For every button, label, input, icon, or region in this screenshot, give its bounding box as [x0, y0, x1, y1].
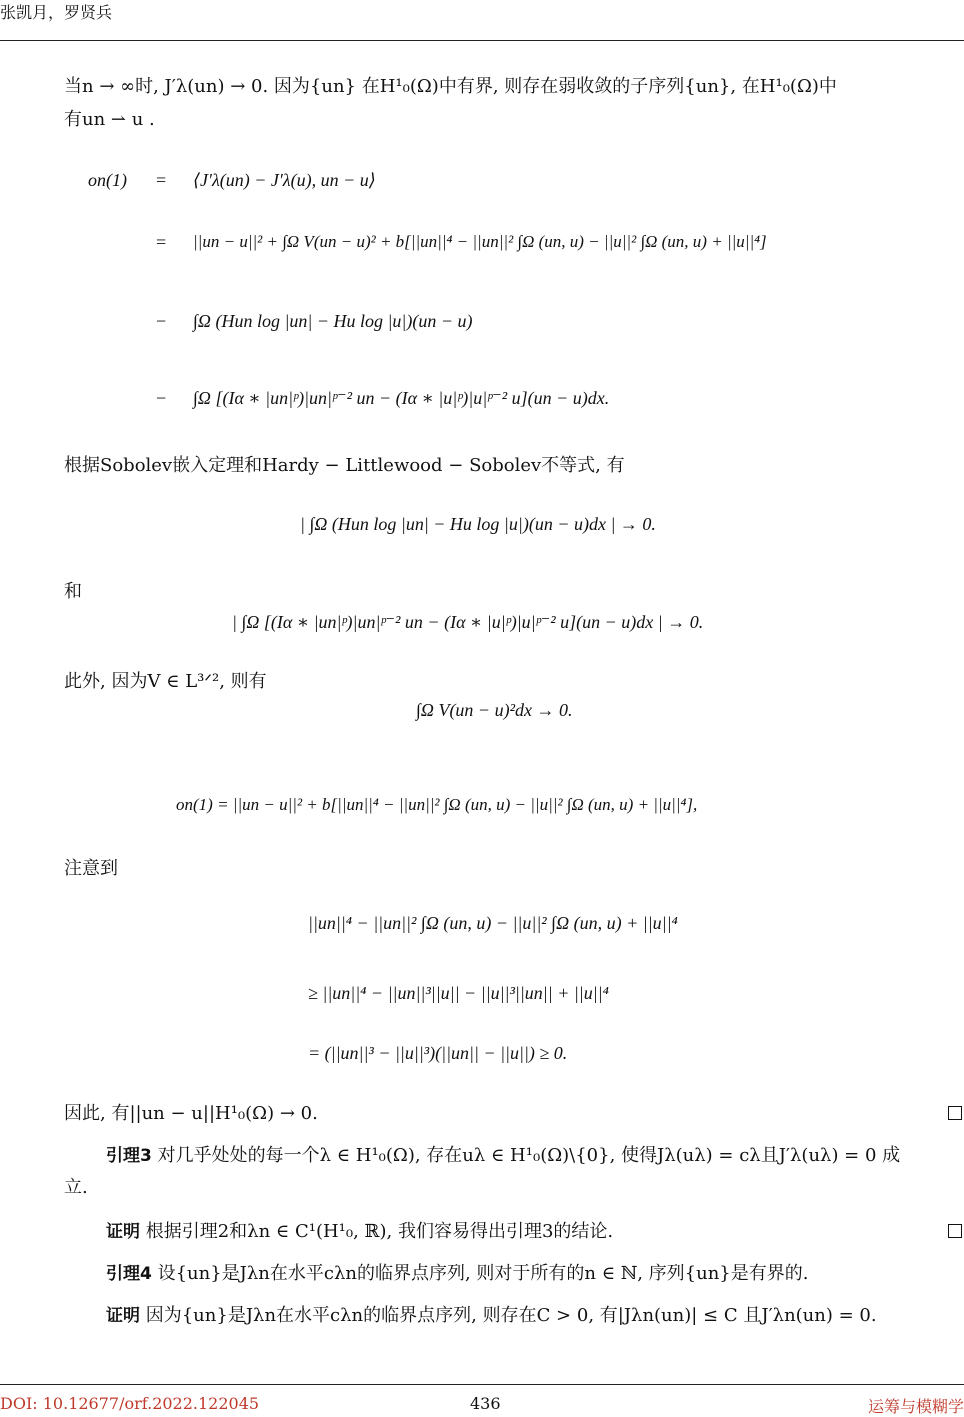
paragraph-4: 此外, 因为V ∈ L³ᐟ², 则有: [64, 671, 267, 692]
lemma-4: [106, 1260, 808, 1288]
eq2: | ∫Ω (Hun log |un| − Hu log |u|)(un − u)dx | → 0.: [300, 514, 656, 534]
proof-2: [106, 1302, 877, 1330]
eq1-equals-1: =: [156, 170, 167, 190]
running-header: 张凯月，罗贤兵: [0, 3, 113, 22]
page-number: 436: [470, 1394, 501, 1413]
eq1-equals-2: =: [156, 232, 167, 252]
lemma-3-text: 对几乎处处的每一个λ ∈ H¹₀(Ω), 存在uλ ∈ H¹₀(Ω)\{0}, 使得Jλ(uλ) = cλ且J′λ(uλ) = 0 成: [157, 1145, 901, 1166]
lemma-4-label: 引理4: [106, 1264, 152, 1284]
doi-link[interactable]: DOI: 10.12677/orf.2022.122045: [0, 1394, 260, 1413]
paragraph-2: 根据Sobolev嵌入定理和Hardy − Littlewood − Sobolev不等式, 有: [64, 455, 625, 476]
lemma-4-text: 设{un}是Jλn在水平cλn的临界点序列, 则对于所有的n ∈ ℕ, 序列{un}是有界的.: [157, 1263, 809, 1284]
lemma-3-text-line-2: 立.: [64, 1177, 88, 1198]
proof-1-label: 证明: [106, 1222, 140, 1242]
proof-2-text: 因为{un}是Jλn在水平cλn的临界点序列, 则存在C > 0, 有|Jλn(un)| ≤ C 且J′λn(un) = 0.: [145, 1305, 877, 1326]
paragraph-3: 和: [64, 581, 82, 602]
eq1-row-4: ∫Ω [(Iα ∗ |un|ᵖ)|un|ᵖ⁻² un − (Iα ∗ |u|ᵖ)|u|ᵖ⁻² u](un − u)dx.: [193, 388, 610, 408]
paragraph-6: 因此, 有||un − u||H¹₀(Ω) → 0.: [64, 1103, 318, 1124]
eq4: ∫Ω V(un − u)²dx → 0.: [416, 700, 573, 720]
eq1-row-1: ⟨J′λ(un) − J′λ(u), un − u⟩: [193, 170, 376, 190]
journal-name: 运筹与模糊学: [867, 1397, 964, 1416]
eq1-lhs: on(1): [88, 170, 127, 190]
qed-symbol-2: [948, 1224, 962, 1238]
eq5: on(1) = ||un − u||² + b[||un||⁴ − ||un||² ∫Ω (un, u) − ||u||² ∫Ω (un, u) + ||u||⁴],: [176, 795, 698, 814]
footer-rule: [0, 1384, 964, 1385]
proof-1: [106, 1218, 613, 1246]
eq1-row-2: ||un − u||² + ∫Ω V(un − u)² + b[||un||⁴ − ||un||² ∫Ω (un, u) − ||u||² ∫Ω (un, u) + ||u||⁴]: [193, 232, 767, 251]
eq3: | ∫Ω [(Iα ∗ |un|ᵖ)|un|ᵖ⁻² un − (Iα ∗ |u|ᵖ)|u|ᵖ⁻² u](un − u)dx | → 0.: [232, 612, 704, 632]
lemma-3-label: 引理3: [106, 1146, 152, 1166]
eq1-minus-2: −: [156, 388, 167, 408]
eq1-minus-1: −: [156, 311, 167, 331]
paragraph-5: 注意到: [64, 858, 118, 879]
paragraph-1-line-2: 有un ⇀ u .: [64, 109, 155, 130]
proof-2-label: 证明: [106, 1306, 140, 1326]
header-rule: [0, 40, 964, 41]
eq6-line-2: ≥ ||un||⁴ − ||un||³||u|| − ||u||³||un|| + ||u||⁴: [308, 983, 609, 1003]
qed-symbol-1: [948, 1106, 962, 1120]
proof-1-text: 根据引理2和λn ∈ C¹(H¹₀, ℝ), 我们容易得出引理3的结论.: [145, 1221, 614, 1242]
eq6-line-1: ||un||⁴ − ||un||² ∫Ω (un, u) − ||u||² ∫Ω (un, u) + ||u||⁴: [308, 913, 678, 933]
paragraph-1-line-1: 当n → ∞时, J′λ(un) → 0. 因为{un} 在H¹₀(Ω)中有界, 则存在弱收敛的子序列{un}, 在H¹₀(Ω)中: [64, 76, 837, 97]
lemma-3: [106, 1142, 900, 1170]
eq6-line-3: = (||un||³ − ||u||³)(||un|| − ||u||) ≥ 0.: [308, 1043, 568, 1063]
eq1-row-3: ∫Ω (Hun log |un| − Hu log |u|)(un − u): [193, 311, 473, 331]
